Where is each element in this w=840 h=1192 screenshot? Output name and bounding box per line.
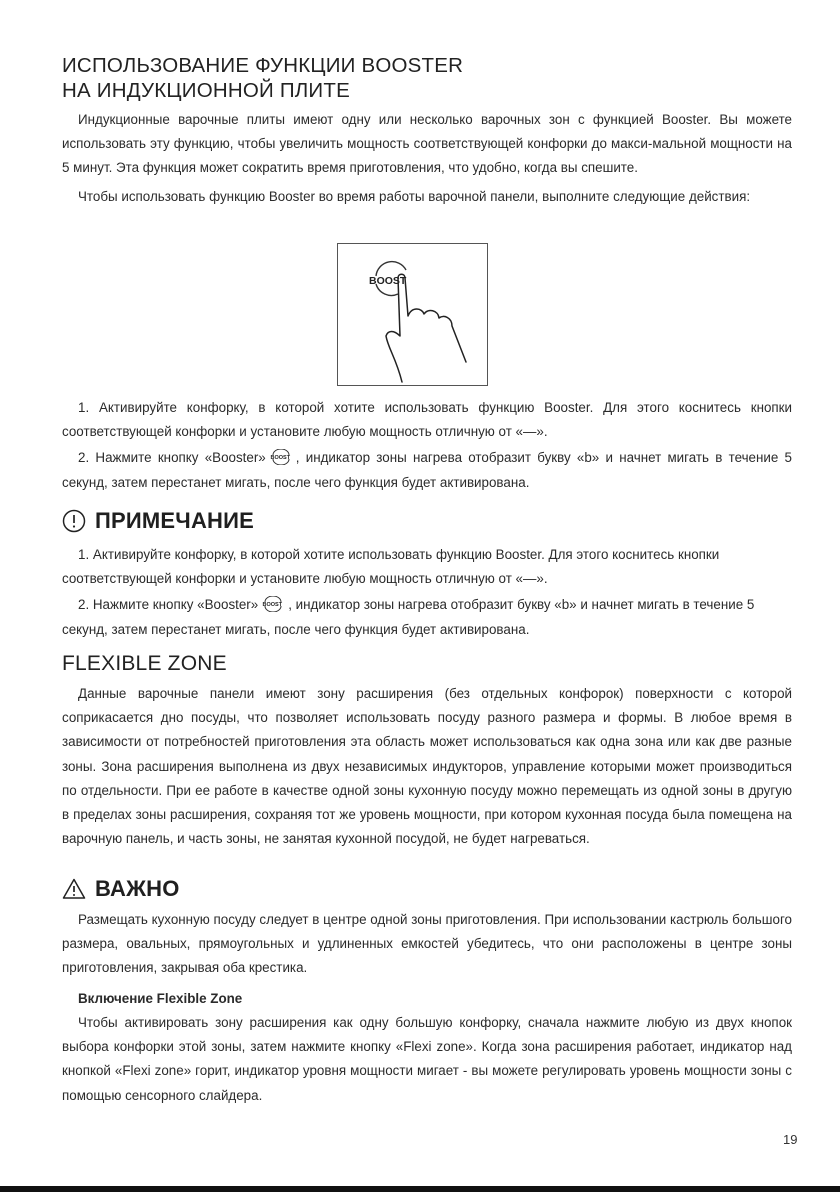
step-2-text-b: , индикатор зоны нагрева отобразит букву «b» и начнет мигать в течение 5 секунд, затем перестанет мигать, после чего функция будет активирована. <box>62 450 793 490</box>
heading-line-1: ИСПОЛЬЗОВАНИЕ ФУНКЦИИ BOOSTER <box>62 54 464 77</box>
svg-text:BOOST: BOOST <box>270 455 290 462</box>
enable-section <box>62 1011 792 1108</box>
boost-button-icon <box>260 596 286 612</box>
important-paragraph: Размещать кухонную посуду следует в центре одной зоны приготовления. При использовании кастрюль большого размера, овальных, прямоугольных и удлиненных емкостей убедитесь, что они расположены в центре зоны приготовления, закрывая оба крестика. <box>62 912 792 976</box>
flexible-zone-title: FLEXIBLE ZONE <box>62 652 227 675</box>
note-section <box>62 543 792 642</box>
note-step-2-text-a: 2. Нажмите кнопку «Booster» <box>78 597 259 613</box>
steps-section <box>62 396 792 495</box>
important-title: ВАЖНО <box>95 876 180 901</box>
warning-triangle-icon <box>62 877 86 901</box>
intro-section <box>62 108 792 209</box>
important-section <box>62 908 792 981</box>
flexible-zone-section <box>62 682 792 851</box>
note-step-1: 1. Активируйте конфорку, в которой хотите использовать функцию Booster. Для этого коснитесь кнопки соответствующей конфорки и установите любую мощность отличную от «—». <box>62 547 720 587</box>
heading-line-2: НА ИНДУКЦИОННОЙ ПЛИТЕ <box>62 79 350 102</box>
step-1: 1. Активируйте конфорку, в которой хотите использовать функцию Booster. Для этого коснитесь кнопки соответствующей конфорки и установите любую мощность отличную от «—». <box>62 400 792 440</box>
enable-paragraph: Чтобы активировать зону расширения как одну большую конфорку, сначала нажмите любую из двух кнопок выбора конфорки этой зоны, затем нажмите кнопку «Flexi zone». Когда зона расширения работает, индикатор над кнопкой «Flexi zone» горит, индикатор уровня мощности мигает - вы можете регулировать уровень мощности зоны с помощью сенсорного слайдера. <box>62 1015 792 1103</box>
page-heading <box>62 53 463 103</box>
info-circle-icon <box>62 509 86 533</box>
bottom-border <box>0 1186 840 1192</box>
note-title: ПРИМЕЧАНИЕ <box>95 508 255 533</box>
step-2-text-a: 2. Нажмите кнопку «Booster» <box>78 450 266 466</box>
enable-subtitle: Включение Flexible Zone <box>78 991 243 1006</box>
intro-paragraph-1: Индукционные варочные плиты имеют одну или несколько варочных зон с функцией Booster. Вы можете использовать эту функцию, чтобы увеличить мощность соответствующей конфорки до макси-мальной мощности на 5 минут. Эта функция может сократить время приготовления, что удобно, когда вы спешите. <box>62 112 792 176</box>
boost-illustration <box>337 243 488 386</box>
note-heading <box>62 508 254 534</box>
boost-button-icon <box>268 449 294 465</box>
step-2 <box>62 446 792 494</box>
note-step-2 <box>62 593 792 641</box>
important-heading <box>62 876 180 902</box>
intro-paragraph-2: Чтобы использовать функцию Booster во время работы варочной панели, выполните следующие действия: <box>78 188 751 204</box>
page-number: 19 <box>783 1132 798 1147</box>
svg-text:BOOST: BOOST <box>262 602 283 609</box>
flexible-zone-paragraph: Данные варочные панели имеют зону расширения (без отдельных конфорок) поверхности с которой соприкасается дно посуды, что позволяет использовать посуду разного размера и формы. В любое время в зависимости от потребностей приготовления эта область может использоваться как одна зона или как две разные зоны. Зона расширения выполнена из двух независимых индукторов, управление которыми может производиться по отдельности. При ее работе в качестве одной зоны кухонную посуду можно перемещать из одной зоны в другую в пределах зоны расширения, сохраняя тот же уровень мощности, при котором кухонная посуда была помещена на варочную панель, и часть зоны, не занятая кухонной посудой, не будет нагреваться. <box>62 686 792 847</box>
boost-illustration-label: BOOST <box>369 275 407 287</box>
hand-pointer-icon <box>338 244 489 387</box>
note-step-2-text-b: , индикатор зоны нагрева отобразит букву «b» и начнет мигать в течение 5 секунд, затем перестанет мигать, после чего функция будет активирована. <box>62 597 755 637</box>
